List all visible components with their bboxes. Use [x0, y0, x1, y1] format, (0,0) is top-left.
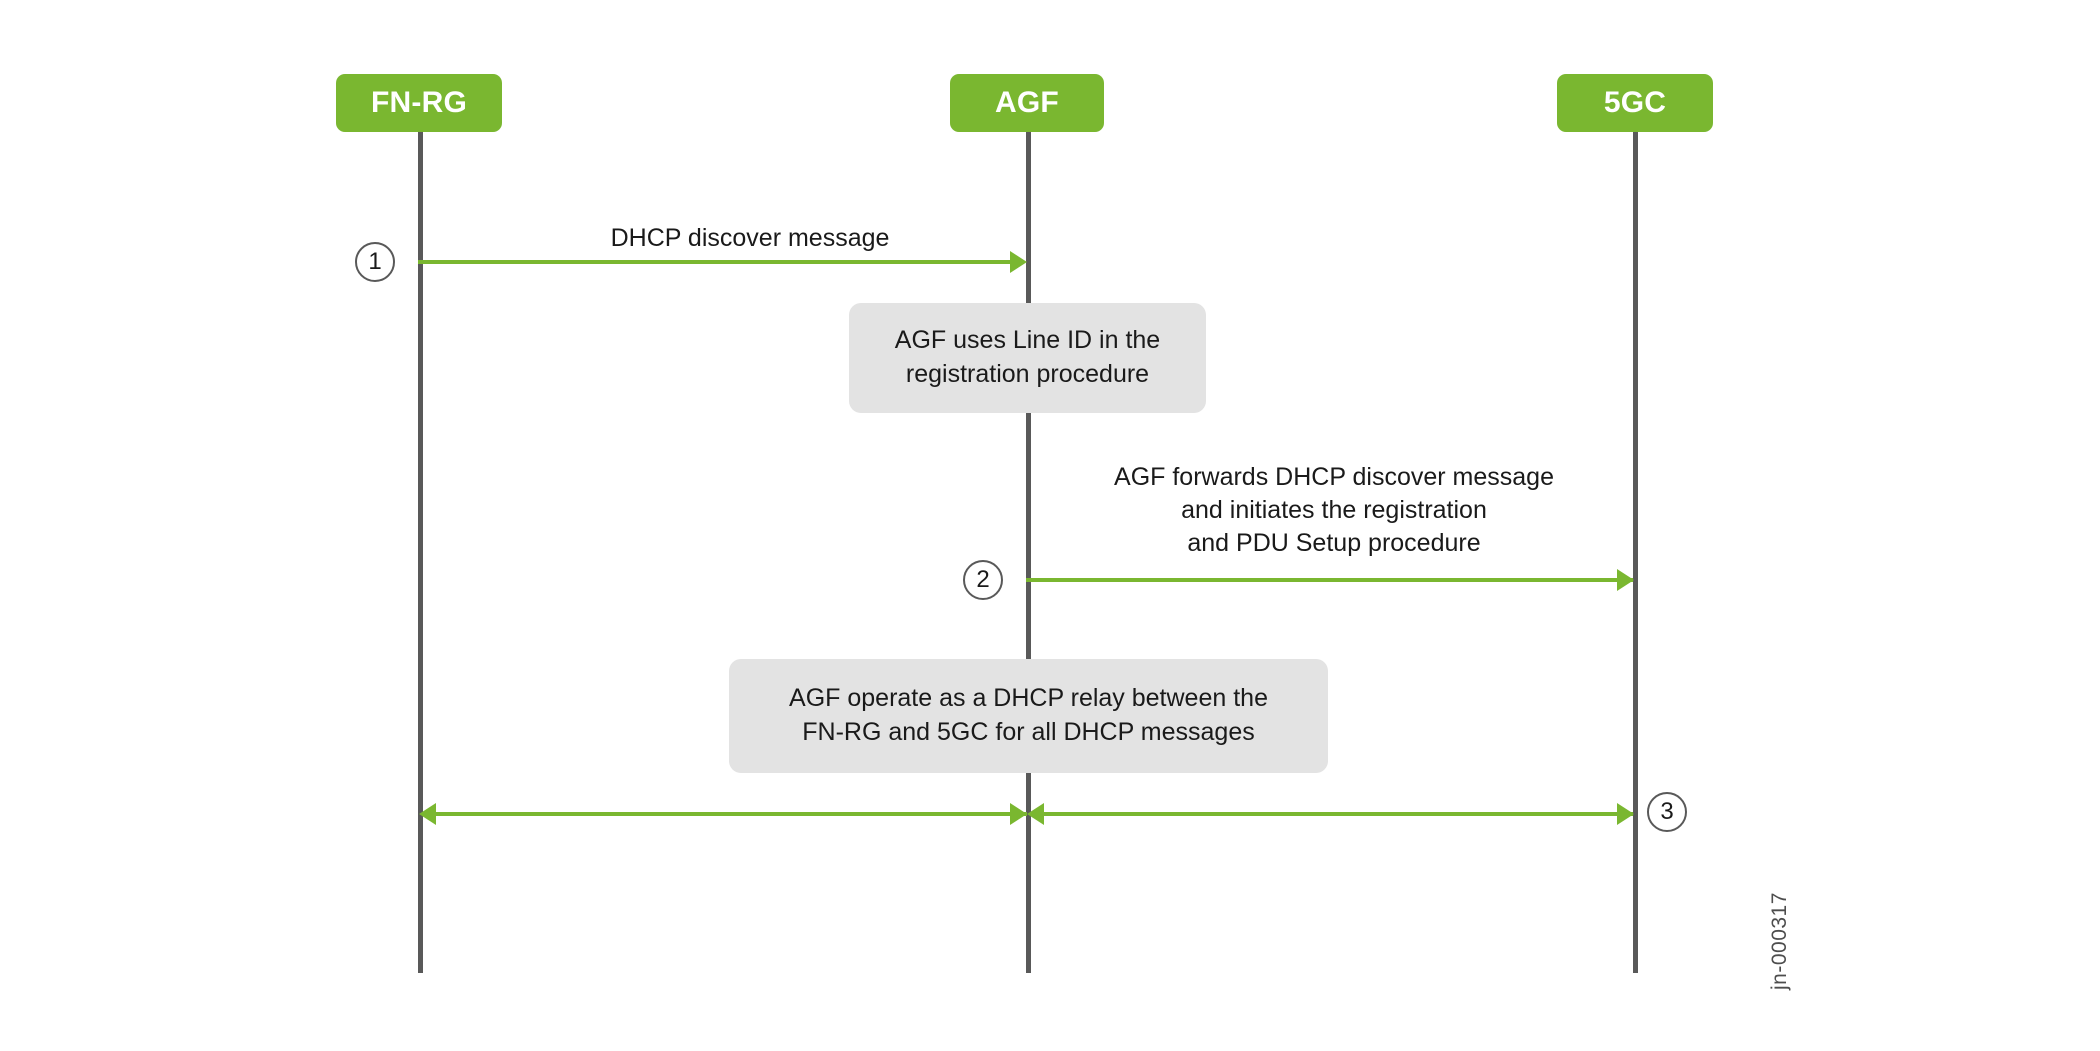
note-dhcp-relay: [729, 659, 1328, 773]
step-3-arrow-head-left: [419, 803, 436, 825]
step-1-caption-line-1: DHCP discover message: [610, 224, 890, 252]
note-2-line-2: FN-RG and 5GC for all DHCP messages: [802, 718, 1255, 746]
step-2-arrow-head: [1617, 569, 1634, 591]
actor-label-5gc: 5GC: [1603, 86, 1667, 119]
step-number-3-label: 3: [1660, 798, 1674, 825]
actor-box-5gc: [1557, 74, 1713, 132]
step-3-arrow-head-agf-left: [1010, 803, 1027, 825]
actor-box-fn-rg: [336, 74, 502, 132]
step-number-3: [1647, 792, 1687, 832]
step-2-caption-line-3: and PDU Setup procedure: [1187, 529, 1481, 557]
step-2-caption-line-2: and initiates the registration: [1181, 496, 1487, 524]
step-3-arrow-head-agf-right: [1027, 803, 1044, 825]
actor-label-agf: AGF: [995, 86, 1059, 119]
step-3-arrow-line-right: [1031, 812, 1633, 816]
step-2-arrow-line: [1026, 578, 1633, 582]
figure-id: jn-000317: [1768, 892, 1791, 990]
note-1-line-2: registration procedure: [905, 360, 1150, 388]
actor-label-fn-rg: FN-RG: [371, 86, 467, 119]
step-number-2-label: 2: [976, 566, 990, 593]
step-3-arrow-line-left: [423, 812, 1027, 816]
note-1-line-1: AGF uses Line ID in the: [894, 326, 1161, 355]
note-agf-line-id: [849, 303, 1206, 413]
step-3-arrow-head-right: [1617, 803, 1634, 825]
step-1-caption: [450, 222, 1050, 255]
note-2-line-1: AGF operate as a DHCP relay between the: [789, 684, 1268, 713]
step-2-caption-line-1: AGF forwards DHCP discover message: [1114, 463, 1554, 491]
step-number-2: [963, 560, 1003, 600]
step-2-caption: [1030, 461, 1638, 560]
step-number-1-label: 1: [368, 248, 382, 275]
lifeline-fn-rg: [418, 100, 423, 973]
step-number-1: [355, 242, 395, 282]
actor-box-agf: [950, 74, 1104, 132]
step-1-arrow-line: [418, 260, 1016, 264]
step-1-arrow-head: [1010, 251, 1027, 273]
